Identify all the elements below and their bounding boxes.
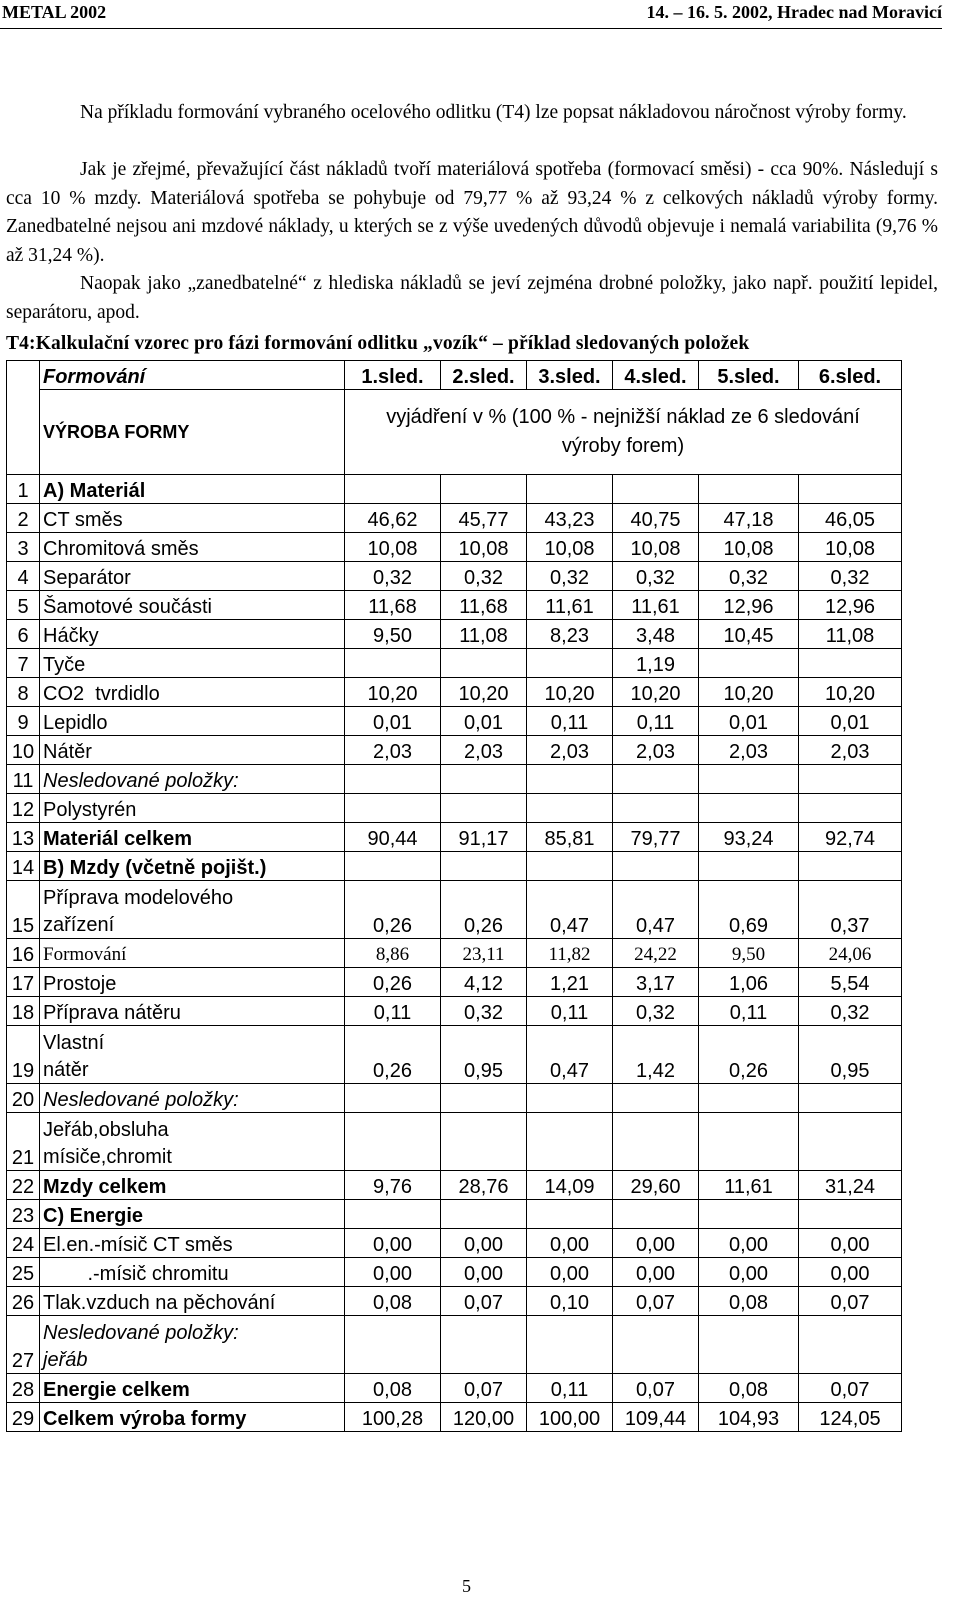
value-cell: 0,69 bbox=[699, 880, 799, 938]
value-cell: 0,95 bbox=[799, 1025, 902, 1083]
table-header-row bbox=[7, 361, 902, 390]
value-cell bbox=[441, 648, 527, 677]
value-cell: 0,11 bbox=[527, 1373, 613, 1402]
table-row bbox=[7, 1402, 902, 1431]
value-cell: 0,01 bbox=[345, 706, 441, 735]
value-cell: 11,61 bbox=[699, 1170, 799, 1199]
value-cell bbox=[613, 1083, 699, 1112]
value-cell: 0,00 bbox=[699, 1257, 799, 1286]
table-row bbox=[7, 938, 902, 967]
value-cell: 91,17 bbox=[441, 822, 527, 851]
value-cell: 0,32 bbox=[799, 561, 902, 590]
value-cell: 10,20 bbox=[527, 677, 613, 706]
value-cell: 0,32 bbox=[441, 561, 527, 590]
value-cell bbox=[345, 1315, 441, 1373]
row-number: 23 bbox=[7, 1199, 40, 1228]
value-cell: 0,00 bbox=[345, 1257, 441, 1286]
value-cell: 0,32 bbox=[699, 561, 799, 590]
value-cell bbox=[799, 1199, 902, 1228]
row-label: Energie celkem bbox=[40, 1373, 345, 1402]
row-label bbox=[40, 880, 345, 938]
value-cell: 10,08 bbox=[527, 532, 613, 561]
value-cell bbox=[613, 1315, 699, 1373]
value-cell bbox=[799, 851, 902, 880]
table-row bbox=[7, 1228, 902, 1257]
value-cell: 11,61 bbox=[527, 590, 613, 619]
row-label: Šamotové součásti bbox=[40, 590, 345, 619]
value-cell bbox=[441, 1112, 527, 1170]
header-conference: METAL 2002 bbox=[2, 2, 107, 22]
value-cell: 0,00 bbox=[345, 1228, 441, 1257]
row-number: 17 bbox=[7, 967, 40, 996]
value-cell bbox=[799, 764, 902, 793]
row-number: 14 bbox=[7, 851, 40, 880]
value-cell: 10,20 bbox=[441, 677, 527, 706]
row-number: 28 bbox=[7, 1373, 40, 1402]
value-cell bbox=[345, 1199, 441, 1228]
table-row bbox=[7, 851, 902, 880]
row-number: 6 bbox=[7, 619, 40, 648]
value-cell bbox=[345, 1112, 441, 1170]
value-cell: 1,21 bbox=[527, 967, 613, 996]
row-label bbox=[40, 1025, 345, 1083]
row-label: Celkem výroba formy bbox=[40, 1402, 345, 1431]
row-number: 4 bbox=[7, 561, 40, 590]
value-cell: 46,62 bbox=[345, 503, 441, 532]
value-cell bbox=[441, 793, 527, 822]
value-cell bbox=[699, 1112, 799, 1170]
table-subheader-row bbox=[7, 390, 902, 475]
row-number: 3 bbox=[7, 532, 40, 561]
row-label: El.en.-mísič CT směs bbox=[40, 1228, 345, 1257]
table-row bbox=[7, 1083, 902, 1112]
value-cell: 0,07 bbox=[613, 1373, 699, 1402]
value-cell bbox=[699, 648, 799, 677]
value-cell: 120,00 bbox=[441, 1402, 527, 1431]
row-number: 15 bbox=[7, 880, 40, 938]
value-cell: 4,12 bbox=[441, 967, 527, 996]
value-cell bbox=[527, 1315, 613, 1373]
value-cell bbox=[799, 793, 902, 822]
value-cell bbox=[613, 764, 699, 793]
value-cell: 23,11 bbox=[441, 938, 527, 967]
row-label: Separátor bbox=[40, 561, 345, 590]
value-cell bbox=[527, 851, 613, 880]
value-cell: 2,03 bbox=[345, 735, 441, 764]
table-row bbox=[7, 1257, 902, 1286]
value-cell bbox=[345, 648, 441, 677]
value-cell: 2,03 bbox=[699, 735, 799, 764]
row-label-line2: mísiče,chromit bbox=[43, 1145, 172, 1168]
table-row bbox=[7, 561, 902, 590]
table-row bbox=[7, 996, 902, 1025]
table-row bbox=[7, 1373, 902, 1402]
value-cell: 1,42 bbox=[613, 1025, 699, 1083]
cost-table bbox=[6, 360, 902, 1432]
table-row bbox=[7, 1112, 902, 1170]
value-cell bbox=[613, 851, 699, 880]
value-cell bbox=[613, 793, 699, 822]
row-label: C) Energie bbox=[40, 1199, 345, 1228]
value-cell: 28,76 bbox=[441, 1170, 527, 1199]
value-cell: 11,08 bbox=[441, 619, 527, 648]
value-cell: 12,96 bbox=[699, 590, 799, 619]
row-label: CO2 tvrdidlo bbox=[40, 677, 345, 706]
value-cell: 29,60 bbox=[613, 1170, 699, 1199]
value-cell: 24,22 bbox=[613, 938, 699, 967]
paragraph-2: Jak je zřejmé, převažující část nákladů tvoří materiálová spotřeba (formovací směsi) - cca 90%. Následují s cca 10 % mzdy. Materiálová spotřeba se pohybuje od 79,77 % až 93,24 % z celkových nákladů výroby formy. Zanedbatelné nejsou ani mzdové náklady, u kterých se z výše uvedených důvodů objevuje i nemalá variabilita (9,76 % až 31,24 %). bbox=[6, 159, 938, 266]
row-number: 21 bbox=[7, 1112, 40, 1170]
col-header: 2.sled. bbox=[441, 361, 527, 390]
value-cell: 79,77 bbox=[613, 822, 699, 851]
value-cell bbox=[613, 474, 699, 503]
value-cell: 0,11 bbox=[699, 996, 799, 1025]
value-cell: 0,47 bbox=[613, 880, 699, 938]
table-note: vyjádření v % (100 % - nejnižší náklad ze 6 sledování výroby forem) bbox=[345, 390, 902, 475]
value-cell: 0,11 bbox=[527, 996, 613, 1025]
value-cell: 8,86 bbox=[345, 938, 441, 967]
row-number: 8 bbox=[7, 677, 40, 706]
value-cell: 11,68 bbox=[441, 590, 527, 619]
value-cell: 0,00 bbox=[441, 1228, 527, 1257]
col-header: 1.sled. bbox=[345, 361, 441, 390]
value-cell bbox=[345, 793, 441, 822]
value-cell bbox=[441, 764, 527, 793]
value-cell: 10,08 bbox=[441, 532, 527, 561]
value-cell bbox=[527, 764, 613, 793]
value-cell: 100,28 bbox=[345, 1402, 441, 1431]
value-cell: 0,07 bbox=[441, 1373, 527, 1402]
value-cell: 10,20 bbox=[699, 677, 799, 706]
value-cell bbox=[527, 1083, 613, 1112]
value-cell: 11,08 bbox=[799, 619, 902, 648]
table-row bbox=[7, 735, 902, 764]
section-label: VÝROBA FORMY bbox=[40, 390, 345, 475]
table-row bbox=[7, 590, 902, 619]
value-cell: 0,00 bbox=[527, 1228, 613, 1257]
value-cell bbox=[345, 1083, 441, 1112]
value-cell: 109,44 bbox=[613, 1402, 699, 1431]
row-label: Mzdy celkem bbox=[40, 1170, 345, 1199]
value-cell: 46,05 bbox=[799, 503, 902, 532]
value-cell bbox=[527, 474, 613, 503]
value-cell: 93,24 bbox=[699, 822, 799, 851]
value-cell bbox=[699, 1083, 799, 1112]
row-number: 5 bbox=[7, 590, 40, 619]
value-cell: 0,95 bbox=[441, 1025, 527, 1083]
value-cell bbox=[441, 1199, 527, 1228]
value-cell bbox=[527, 1199, 613, 1228]
value-cell: 2,03 bbox=[527, 735, 613, 764]
row-number: 24 bbox=[7, 1228, 40, 1257]
table-caption: T4:Kalkulační vzorec pro fázi formování odlitku „vozík“ – příklad sledovaných položek bbox=[6, 333, 750, 354]
row-label: Nátěr bbox=[40, 735, 345, 764]
value-cell: 0,47 bbox=[527, 880, 613, 938]
value-cell: 0,26 bbox=[441, 880, 527, 938]
row-label: Formování bbox=[40, 938, 345, 967]
value-cell: 0,10 bbox=[527, 1286, 613, 1315]
value-cell bbox=[527, 793, 613, 822]
row-number: 1 bbox=[7, 474, 40, 503]
value-cell: 0,00 bbox=[799, 1228, 902, 1257]
row-label-line1: Nesledované položky: bbox=[43, 1321, 239, 1344]
row-label: Nesledované položky: bbox=[40, 1083, 345, 1112]
value-cell bbox=[799, 1083, 902, 1112]
value-cell: 0,01 bbox=[799, 706, 902, 735]
value-cell bbox=[527, 1112, 613, 1170]
value-cell: 85,81 bbox=[527, 822, 613, 851]
table-row bbox=[7, 677, 902, 706]
value-cell bbox=[699, 1315, 799, 1373]
value-cell bbox=[699, 764, 799, 793]
row-number: 16 bbox=[7, 938, 40, 967]
value-cell: 10,20 bbox=[799, 677, 902, 706]
value-cell: 1,19 bbox=[613, 648, 699, 677]
value-cell: 10,08 bbox=[699, 532, 799, 561]
table-row bbox=[7, 648, 902, 677]
value-cell: 0,11 bbox=[613, 706, 699, 735]
value-cell: 1,06 bbox=[699, 967, 799, 996]
table-row bbox=[7, 503, 902, 532]
table-row bbox=[7, 822, 902, 851]
value-cell: 0,32 bbox=[345, 561, 441, 590]
value-cell bbox=[799, 474, 902, 503]
value-cell: 92,74 bbox=[799, 822, 902, 851]
value-cell bbox=[441, 851, 527, 880]
value-cell: 0,00 bbox=[527, 1257, 613, 1286]
value-cell: 0,32 bbox=[441, 996, 527, 1025]
row-label-line1: Jeřáb,obsluha bbox=[43, 1118, 169, 1141]
value-cell: 90,44 bbox=[345, 822, 441, 851]
row-label: B) Mzdy (včetně pojišt.) bbox=[40, 851, 345, 880]
row-number: 18 bbox=[7, 996, 40, 1025]
value-cell: 100,00 bbox=[527, 1402, 613, 1431]
value-cell bbox=[699, 851, 799, 880]
value-cell: 10,08 bbox=[799, 532, 902, 561]
value-cell: 3,48 bbox=[613, 619, 699, 648]
value-cell: 0,11 bbox=[345, 996, 441, 1025]
table-row bbox=[7, 474, 902, 503]
value-cell: 31,24 bbox=[799, 1170, 902, 1199]
row-number: 20 bbox=[7, 1083, 40, 1112]
paragraph-3: Naopak jako „zanedbatelné“ z hlediska nákladů se jeví zejména drobné položky, jako např. použití lepidel, separátoru, apod. bbox=[6, 273, 938, 323]
table-row bbox=[7, 1199, 902, 1228]
row-number: 29 bbox=[7, 1402, 40, 1431]
table-row bbox=[7, 532, 902, 561]
value-cell: 0,00 bbox=[613, 1257, 699, 1286]
row-number: 27 bbox=[7, 1315, 40, 1373]
row-label-line1: Vlastní bbox=[43, 1031, 105, 1054]
table-row bbox=[7, 619, 902, 648]
row-label: Lepidlo bbox=[40, 706, 345, 735]
value-cell: 0,32 bbox=[613, 561, 699, 590]
value-cell: 8,23 bbox=[527, 619, 613, 648]
value-cell: 104,93 bbox=[699, 1402, 799, 1431]
row-label: Chromitová směs bbox=[40, 532, 345, 561]
value-cell bbox=[799, 1112, 902, 1170]
value-cell: 0,07 bbox=[799, 1286, 902, 1315]
row-number: 7 bbox=[7, 648, 40, 677]
value-cell: 11,82 bbox=[527, 938, 613, 967]
value-cell: 11,61 bbox=[613, 590, 699, 619]
value-cell: 0,08 bbox=[345, 1286, 441, 1315]
page-number: 5 bbox=[462, 1576, 471, 1596]
value-cell: 10,20 bbox=[613, 677, 699, 706]
value-cell: 0,07 bbox=[441, 1286, 527, 1315]
value-cell: 0,26 bbox=[345, 880, 441, 938]
value-cell bbox=[699, 1199, 799, 1228]
value-cell: 0,00 bbox=[613, 1228, 699, 1257]
value-cell: 9,50 bbox=[699, 938, 799, 967]
value-cell: 0,32 bbox=[799, 996, 902, 1025]
value-cell: 0,11 bbox=[527, 706, 613, 735]
table-row bbox=[7, 1315, 902, 1373]
row-number: 13 bbox=[7, 822, 40, 851]
row-label-line2: zařízení bbox=[43, 913, 115, 936]
table-row bbox=[7, 764, 902, 793]
value-cell bbox=[441, 1083, 527, 1112]
value-cell: 9,50 bbox=[345, 619, 441, 648]
row-label: A) Materiál bbox=[40, 474, 345, 503]
value-cell: 2,03 bbox=[799, 735, 902, 764]
value-cell: 0,37 bbox=[799, 880, 902, 938]
paragraph-1: Na příkladu formování vybraného ocelového odlitku (T4) lze popsat nákladovou náročnost výroby formy. bbox=[80, 102, 907, 123]
row-label-line1: Příprava modelového bbox=[43, 886, 234, 909]
value-cell bbox=[527, 648, 613, 677]
value-cell: 0,08 bbox=[699, 1286, 799, 1315]
page-header bbox=[0, 0, 942, 29]
value-cell bbox=[345, 474, 441, 503]
table-row bbox=[7, 793, 902, 822]
table-row bbox=[7, 1025, 902, 1083]
value-cell: 11,68 bbox=[345, 590, 441, 619]
table-row bbox=[7, 1286, 902, 1315]
value-cell: 0,26 bbox=[345, 1025, 441, 1083]
table-row bbox=[7, 880, 902, 938]
value-cell: 14,09 bbox=[527, 1170, 613, 1199]
row-number: 10 bbox=[7, 735, 40, 764]
col-header: 6.sled. bbox=[799, 361, 902, 390]
table-row bbox=[7, 1170, 902, 1199]
value-cell: 47,18 bbox=[699, 503, 799, 532]
value-cell bbox=[799, 648, 902, 677]
row-number: 12 bbox=[7, 793, 40, 822]
value-cell: 0,08 bbox=[699, 1373, 799, 1402]
col-header: 4.sled. bbox=[613, 361, 699, 390]
row-label: Tyče bbox=[40, 648, 345, 677]
value-cell: 10,08 bbox=[345, 532, 441, 561]
value-cell bbox=[613, 1199, 699, 1228]
value-cell: 5,54 bbox=[799, 967, 902, 996]
row-number: 19 bbox=[7, 1025, 40, 1083]
row-number: 2 bbox=[7, 503, 40, 532]
value-cell: 0,00 bbox=[799, 1257, 902, 1286]
value-cell: 0,00 bbox=[699, 1228, 799, 1257]
value-cell bbox=[441, 474, 527, 503]
row-number: 9 bbox=[7, 706, 40, 735]
row-label-line2: nátěr bbox=[43, 1058, 89, 1081]
value-cell: 0,47 bbox=[527, 1025, 613, 1083]
value-cell: 10,45 bbox=[699, 619, 799, 648]
value-cell bbox=[345, 764, 441, 793]
row-label: Nesledované položky: bbox=[40, 764, 345, 793]
value-cell: 0,26 bbox=[345, 967, 441, 996]
value-cell: 10,08 bbox=[613, 532, 699, 561]
value-cell bbox=[699, 793, 799, 822]
value-cell bbox=[345, 851, 441, 880]
value-cell: 124,05 bbox=[799, 1402, 902, 1431]
value-cell: 9,76 bbox=[345, 1170, 441, 1199]
row-label: Háčky bbox=[40, 619, 345, 648]
value-cell bbox=[613, 1112, 699, 1170]
row-label: Materiál celkem bbox=[40, 822, 345, 851]
value-cell: 3,17 bbox=[613, 967, 699, 996]
value-cell: 0,26 bbox=[699, 1025, 799, 1083]
value-cell bbox=[699, 474, 799, 503]
row-label: CT směs bbox=[40, 503, 345, 532]
row-label: .-mísič chromitu bbox=[40, 1257, 345, 1286]
row-number: 26 bbox=[7, 1286, 40, 1315]
row-label bbox=[40, 1112, 345, 1170]
table-row bbox=[7, 706, 902, 735]
value-cell: 0,07 bbox=[613, 1286, 699, 1315]
value-cell: 43,23 bbox=[527, 503, 613, 532]
table-title: Formování bbox=[40, 361, 345, 390]
col-header: 5.sled. bbox=[699, 361, 799, 390]
value-cell: 0,08 bbox=[345, 1373, 441, 1402]
value-cell: 2,03 bbox=[441, 735, 527, 764]
value-cell: 0,32 bbox=[527, 561, 613, 590]
header-date-place: 14. – 16. 5. 2002, Hradec nad Moravicí bbox=[646, 2, 942, 22]
value-cell: 45,77 bbox=[441, 503, 527, 532]
row-label: Příprava nátěru bbox=[40, 996, 345, 1025]
col-header: 3.sled. bbox=[527, 361, 613, 390]
value-cell: 10,20 bbox=[345, 677, 441, 706]
value-cell: 0,32 bbox=[613, 996, 699, 1025]
value-cell: 0,01 bbox=[441, 706, 527, 735]
table-row bbox=[7, 967, 902, 996]
value-cell: 0,01 bbox=[699, 706, 799, 735]
row-label: Prostoje bbox=[40, 967, 345, 996]
row-label: Tlak.vzduch na pěchování bbox=[40, 1286, 345, 1315]
row-label-line2: jeřáb bbox=[43, 1348, 88, 1371]
row-number: 22 bbox=[7, 1170, 40, 1199]
value-cell: 40,75 bbox=[613, 503, 699, 532]
value-cell: 24,06 bbox=[799, 938, 902, 967]
value-cell: 2,03 bbox=[613, 735, 699, 764]
row-label bbox=[40, 1315, 345, 1373]
row-label: Polystyrén bbox=[40, 793, 345, 822]
row-number: 11 bbox=[7, 764, 40, 793]
value-cell: 12,96 bbox=[799, 590, 902, 619]
value-cell bbox=[441, 1315, 527, 1373]
value-cell: 0,07 bbox=[799, 1373, 902, 1402]
row-number: 25 bbox=[7, 1257, 40, 1286]
value-cell bbox=[799, 1315, 902, 1373]
value-cell: 0,00 bbox=[441, 1257, 527, 1286]
